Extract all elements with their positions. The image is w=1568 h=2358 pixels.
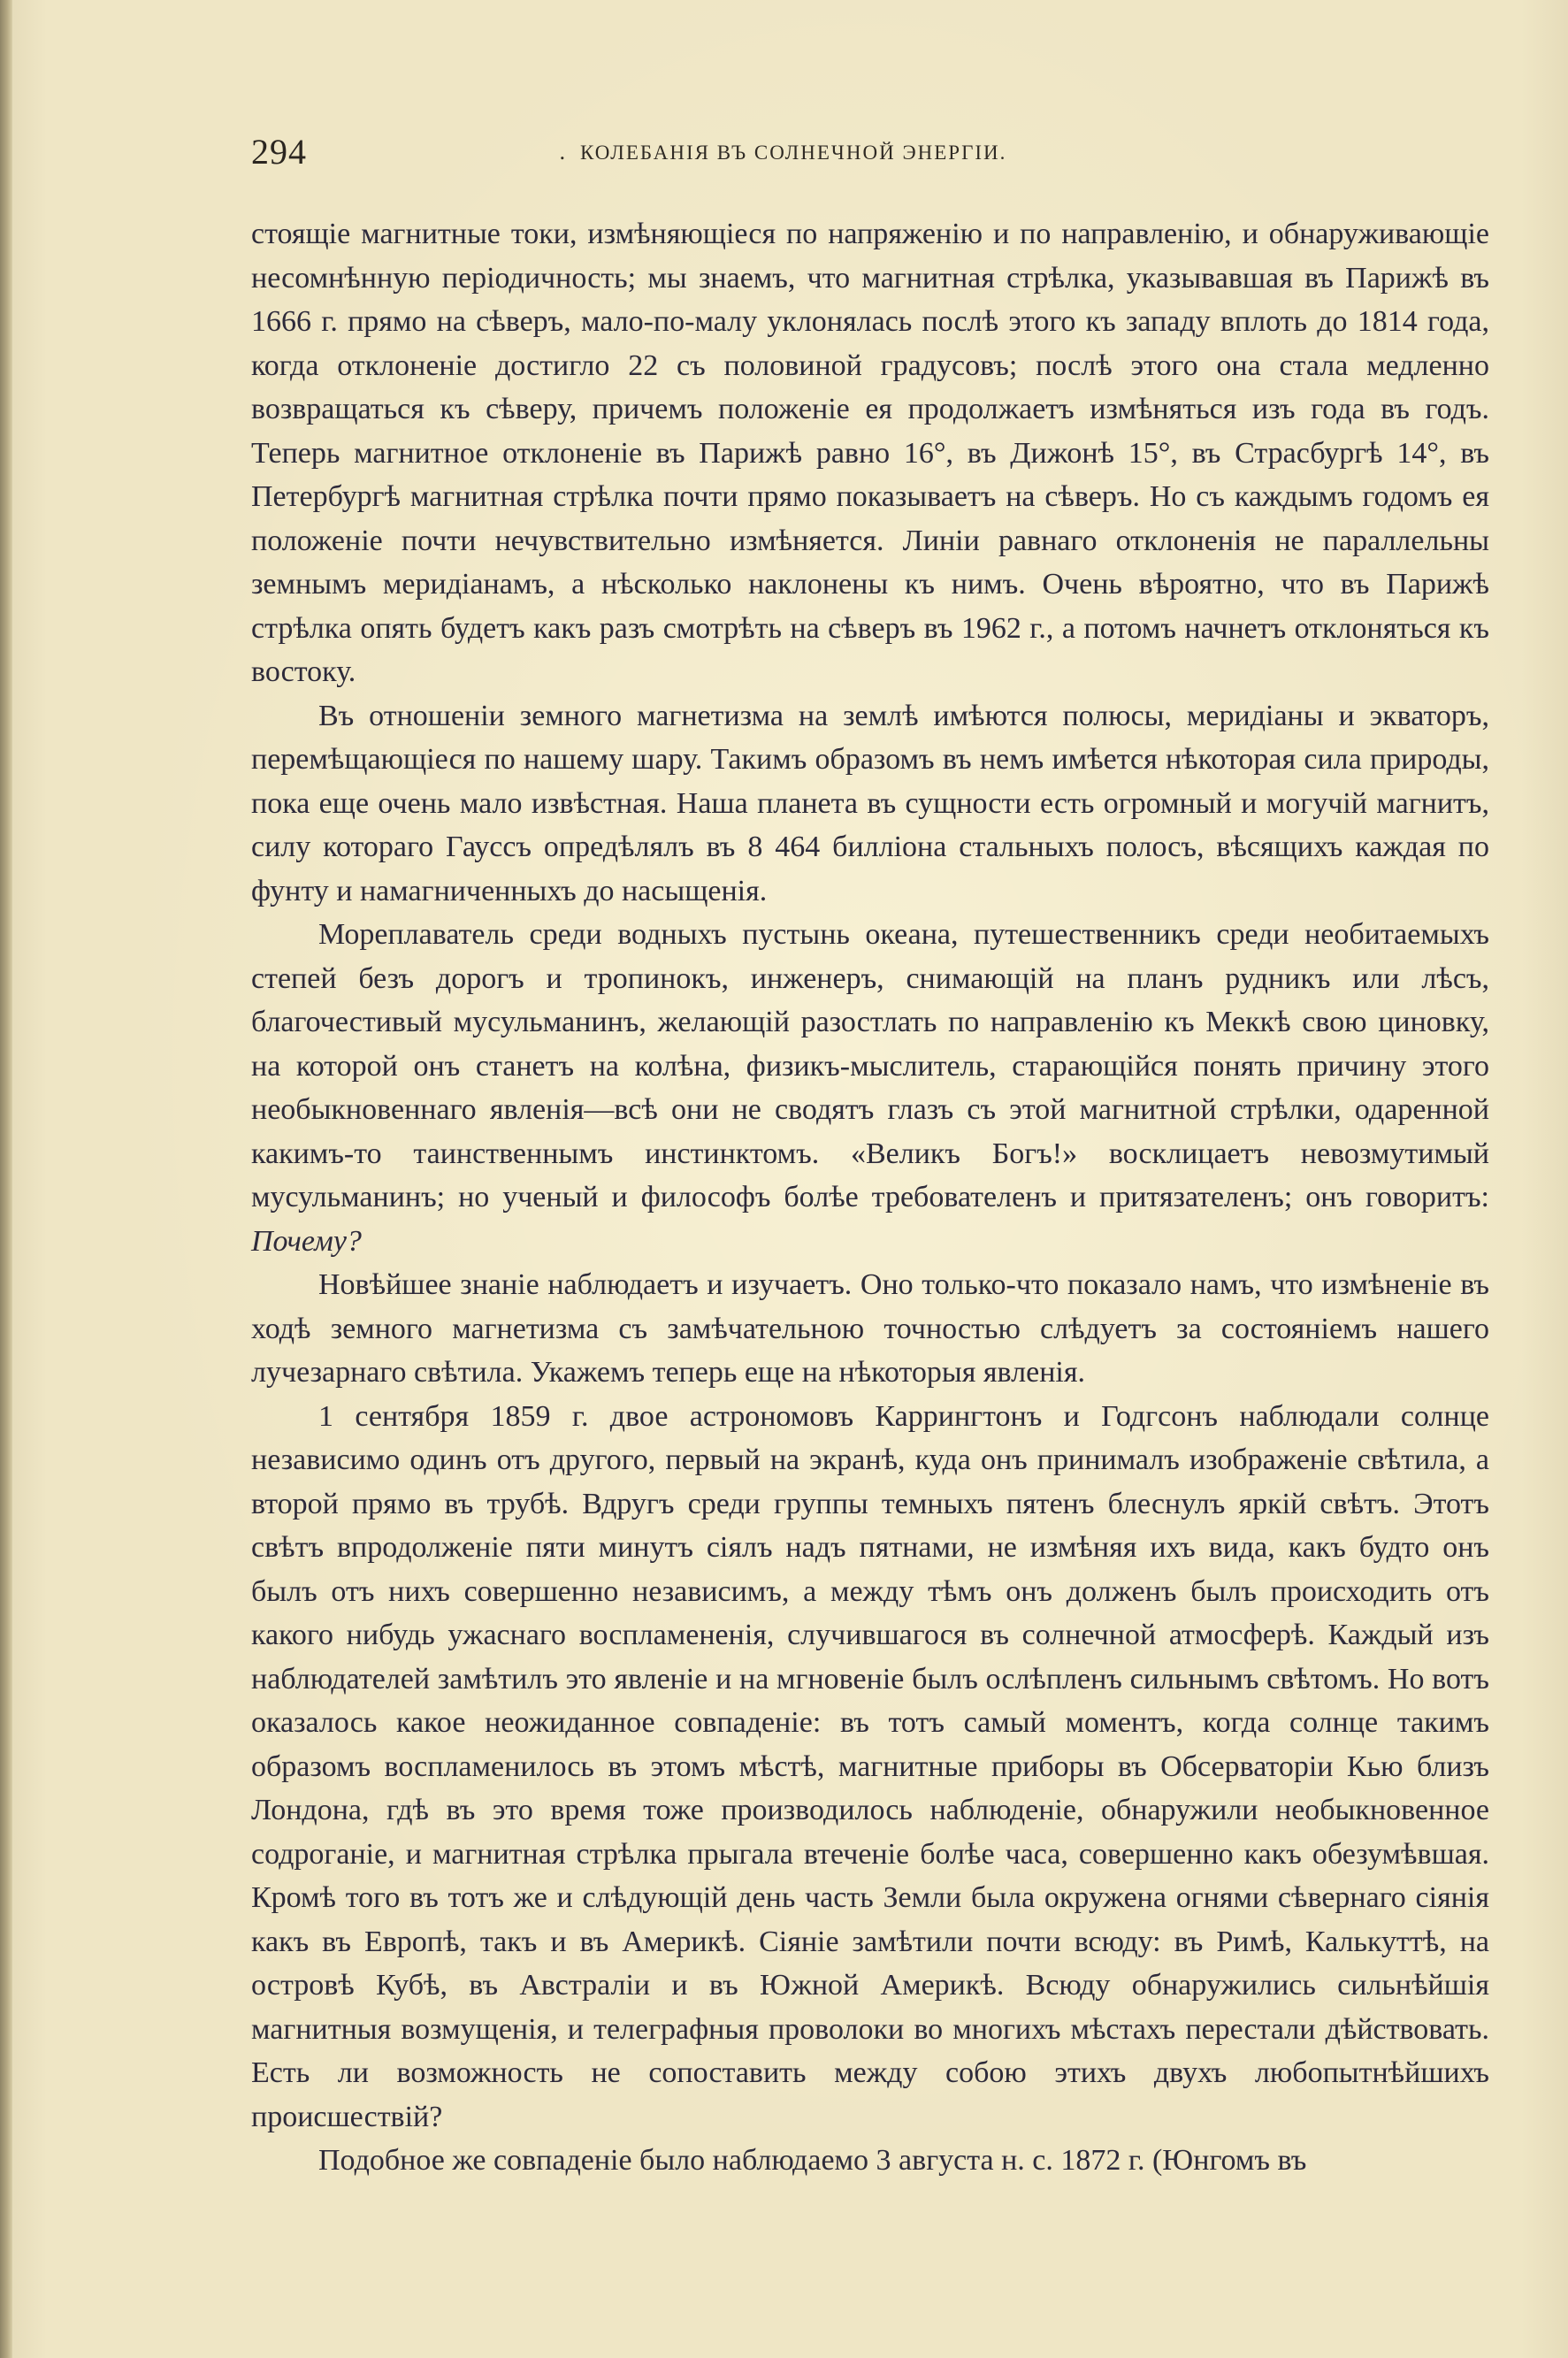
page-header: [251, 131, 1489, 172]
paragraph-similar-coincidence: Подобное же совпаденіе было наблюдаемо 3 августа н. с. 1872 г. (Юнгомъ въ: [318, 2144, 1307, 2177]
emphasis-why: Почему?: [251, 1224, 362, 1258]
page-binding-edge: [0, 0, 12, 2358]
paragraph-navigator: [251, 913, 1489, 1263]
page-number: 294: [251, 132, 307, 172]
paragraph-earth-magnetism: Въ отношеніи земного магнетизма на землѣ имѣются полюсы, меридіаны и экваторъ, перемѣщающіеся по нашему шару. Такимъ образомъ въ немъ имѣется нѣкоторая сила природы, пока еще очень мало извѣстная. Наша планета въ сущности есть огромный и могучій магнитъ, силу котораго Гауссъ опредѣлялъ въ 8 464 билліона стальныхъ полосъ, вѣсящихъ каждая по фунту и намагниченныхъ до насыщенія.: [251, 699, 1489, 907]
running-head-dot: .: [559, 140, 566, 165]
running-head-title: КОЛЕБАНІЯ ВЪ СОЛНЕЧНОЙ ЭНЕРГІИ.: [580, 142, 1007, 164]
paragraph-navigator-text: Мореплаватель среди водныхъ пустынь океана, путешественникъ среди необитаемыхъ степей безъ дорогъ и тропинокъ, инженеръ, снимающій на планъ рудникъ или лѣсъ, благочестивый мусульманинъ, желающій разостлать по направленію къ Меккѣ свою циновку, на которой онъ станетъ на колѣна, физикъ-мыслитель, старающійся понять причину этого необыкновеннаго явленія—всѣ они не сводятъ глазъ съ этой магнитной стрѣлки, одаренной какимъ-то таинственнымъ инстинктомъ. «Великъ Богъ!» восклицаетъ невозмутимый мусульманинъ; но ученый и философъ болѣе требователенъ и притязателенъ; онъ говоритъ:: [251, 918, 1489, 1213]
paragraph-modern-knowledge: Новѣйшее знаніе наблюдаетъ и изучаетъ. Оно только-что показало намъ, что измѣненіе въ ходѣ земного магнетизма съ замѣчательною точностью слѣдуетъ за состояніемъ нашего лучезарнаго свѣтила. Укажемъ теперь еще на нѣкоторыя явленія.: [251, 1268, 1489, 1389]
paragraph-carrington-event: 1 сентября 1859 г. двое астрономовъ Каррингтонъ и Годгсонъ наблюдали солнце независимо одинъ отъ другого, первый на экранѣ, куда онъ принималъ изображеніе свѣтила, а второй прямо въ трубѣ. Вдругъ среди группы темныхъ пятенъ блеснулъ яркій свѣтъ. Этотъ свѣтъ впродолженіе пяти минутъ сіялъ надъ пятнами, не измѣняя ихъ вида, какъ будто онъ былъ отъ нихъ совершенно независимъ, а между тѣмъ онъ долженъ былъ происходить отъ какого нибудь ужаснаго воспламененія, случившагося въ солнечной атмосферѣ. Каждый изъ наблюдателей замѣтилъ это явленіе и на мгновеніе былъ ослѣпленъ сильнымъ свѣтомъ. Но вотъ оказалось какое неожиданное совпаденіе: въ тотъ самый моментъ, когда солнце такимъ образомъ воспламенилось въ этомъ мѣстѣ, магнитные приборы въ Обсерваторіи Кью близъ Лондона, гдѣ въ это время тоже производилось наблюденіе, обнаружили необыкновенное содроганіе, и магнитная стрѣлка прыгала втеченіе болѣе часа, совершенно какъ обезумѣвшая. Кромѣ того въ тотъ же и слѣдующій день часть Земли была окружена огнями сѣвернаго сіянія какъ въ Европѣ, такъ и въ Америкѣ. Сіяніе замѣтили почти всюду: въ Римѣ, Калькуттѣ, на островѣ Кубѣ, въ Австраліи и въ Южной Америкѣ. Всюду обнаружились сильнѣйшія магнитныя возмущенія, и телеграфныя проволоки во многихъ мѣстахъ перестали дѣйствовать. Есть ли возможность не сопоставить между собою этихъ двухъ любопытнѣйшихъ происшествій?: [251, 1399, 1489, 2133]
paragraph-continuation: стоящіе магнитные токи, измѣняющіеся по напряженію и по направленію, и обнаруживающіе несомнѣнную періодичность; мы знаемъ, что магнитная стрѣлка, указывавшая въ Парижѣ въ 1666 г. прямо на сѣверъ, мало-по-малу уклонялась послѣ этого къ западу вплоть до 1814 года, когда отклоненіе достигло 22 съ половиной градусовъ; послѣ этого она стала медленно возвращаться къ сѣверу, причемъ положеніе ея продолжаетъ измѣняться изъ года въ годъ. Теперь магнитное отклоненіе въ Парижѣ равно 16°, въ Дижонѣ 15°, въ Страсбургѣ 14°, въ Петербургѣ магнитная стрѣлка почти прямо показываетъ на сѣверъ. Но съ каждымъ годомъ ея положеніе почти нечувствительно измѣняется. Линіи равнаго отклоненія не параллельны земнымъ меридіанамъ, а нѣсколько наклонены къ нимъ. Очень вѣроятно, что въ Парижѣ стрѣлка опять будетъ какъ разъ смотрѣть на сѣверъ въ 1962 г., а потомъ начнетъ отклоняться къ востоку.: [251, 218, 1489, 688]
body-text: [251, 212, 1489, 2183]
